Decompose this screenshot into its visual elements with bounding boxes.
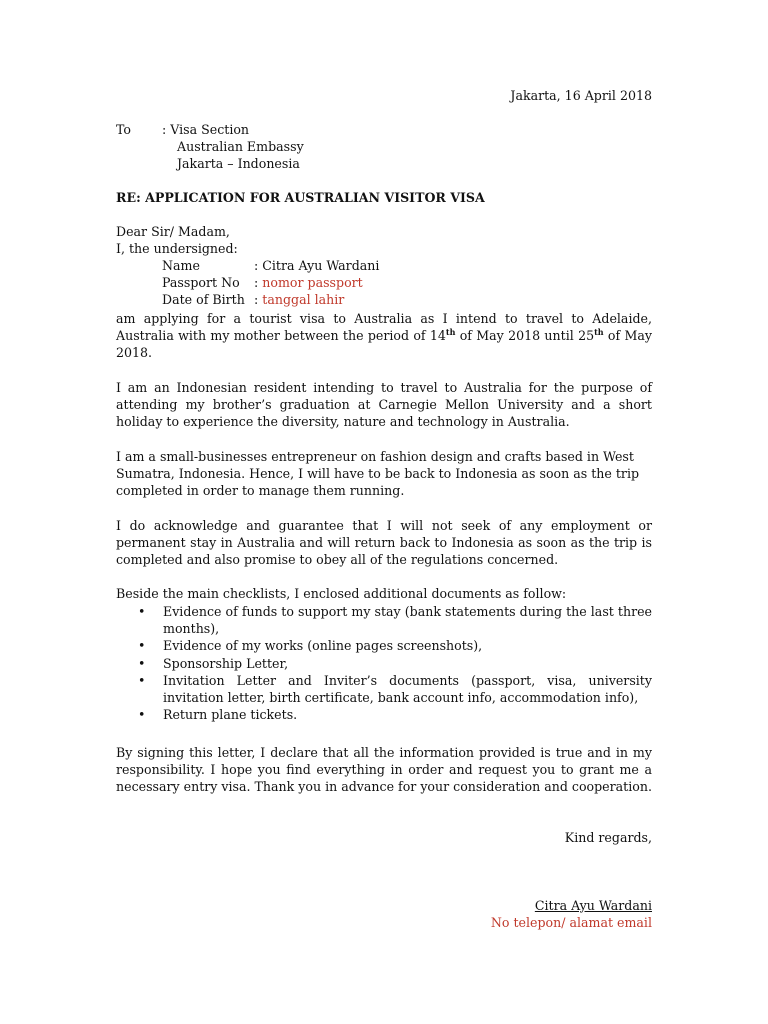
- paragraph-travel-plan: [116, 310, 652, 362]
- signature-contact: No telepon/ alamat email: [490, 915, 652, 930]
- bullet-icon: •: [138, 655, 146, 671]
- passport-colon: :: [254, 275, 259, 290]
- paragraph-guarantee: I do acknowledge and guarantee that I will not seek of any employment or permanent stay in Australia and will return back to Indonesia as soon as the trip is completed and also promise to obey all of the regulations concerned.: [116, 518, 652, 568]
- signature-name: Citra Ayu Wardani: [534, 898, 652, 913]
- document-item-text: Evidence of funds to support my stay (bank statements during the last three months),: [163, 604, 652, 637]
- paragraph-travel-plan-part3: of May 2018.: [116, 328, 652, 361]
- intro-line: I, the undersigned:: [116, 241, 238, 256]
- to-label: To: [116, 122, 132, 137]
- superscript-th-1: th: [445, 327, 456, 338]
- passport-field: [254, 275, 363, 290]
- list-item: [116, 637, 652, 654]
- document-item-text: Evidence of my works (online pages screenshots),: [163, 638, 483, 654]
- salutation: Dear Sir/ Madam,: [116, 224, 230, 239]
- name-value: : Citra Ayu Wardani: [254, 258, 380, 273]
- passport-label: Passport No: [162, 275, 240, 290]
- recipient-line-1: : Visa Section: [162, 122, 250, 137]
- paragraph-travel-plan-part2: of May 2018 until 25: [455, 328, 595, 344]
- list-item: [116, 603, 652, 637]
- recipient-line-3: Jakarta – Indonesia: [177, 156, 300, 171]
- paragraph-occupation: I am a small-businesses entrepreneur on fashion design and crafts based in West Sumatra, Indonesia. Hence, I will have to be back to Indonesia as soon as the trip completed in order to manage them running.: [116, 449, 640, 499]
- documents-list: [116, 603, 652, 723]
- list-item: [116, 655, 652, 672]
- subject-line: RE: APPLICATION FOR AUSTRALIAN VISITOR VISA: [116, 190, 485, 205]
- documents-intro: Beside the main checklists, I enclosed additional documents as follow:: [116, 586, 567, 601]
- list-item: [116, 706, 652, 723]
- closing: Kind regards,: [564, 830, 652, 845]
- dob-value: tanggal lahir: [262, 292, 345, 307]
- passport-value: nomor passport: [262, 275, 363, 290]
- dob-label: Date of Birth: [162, 292, 245, 307]
- bullet-icon: •: [138, 707, 146, 723]
- paragraph-declaration: By signing this letter, I declare that all the information provided is true and in my responsibility. I hope you find everything in order and request you to grant me a necessary entry visa. Thank you in advance for your consideration and cooperation.: [116, 745, 652, 795]
- bullet-icon: •: [138, 672, 146, 688]
- name-label: Name: [162, 258, 200, 273]
- paragraph-travel-plan-part1: am applying for a tourist visa to Australia as I intend to travel to Adelaide, Australia with my mother between the period of 14: [116, 311, 652, 344]
- dob-field: [254, 292, 344, 307]
- superscript-th-2: th: [594, 327, 604, 338]
- list-item: [116, 672, 652, 706]
- bullet-icon: •: [138, 604, 146, 619]
- place-date: Jakarta, 16 April 2018: [510, 88, 652, 103]
- document-item-text: Invitation Letter and Inviter’s documents (passport, visa, university invitation letter, birth certificate, bank account info, accommodation info),: [163, 672, 652, 706]
- bullet-icon: •: [138, 638, 146, 654]
- document-item-text: Sponsorship Letter,: [163, 655, 289, 671]
- recipient-line-2: Australian Embassy: [177, 139, 304, 154]
- document-item-text: Return plane tickets.: [163, 707, 298, 723]
- dob-colon: :: [254, 292, 259, 307]
- paragraph-purpose: I am an Indonesian resident intending to travel to Australia for the purpose of attending my brother’s graduation at Carnegie Mellon University and a short holiday to experience the diversity, nature and technology in Australia.: [116, 380, 652, 430]
